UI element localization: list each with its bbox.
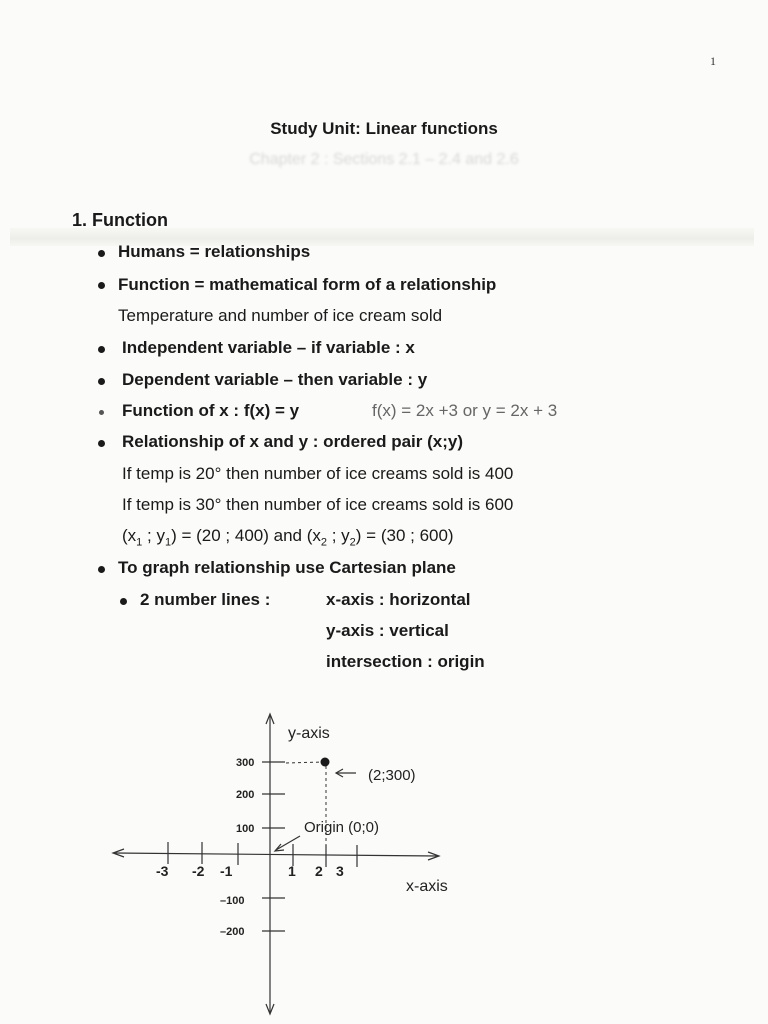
y-axis-label: y-axis — [288, 725, 330, 742]
point-label: (2;300) — [368, 767, 416, 784]
x-axis-arrow-left — [113, 849, 124, 857]
bullet-dot — [98, 440, 105, 447]
page-title: Study Unit: Linear functions — [270, 119, 498, 138]
bullet-number-lines: 2 number lines : — [140, 590, 271, 609]
x-axis-arrow-right — [428, 852, 439, 860]
plotted-point — [321, 758, 330, 767]
x-tick-label: -1 — [220, 863, 233, 879]
origin-arrowhead — [275, 844, 284, 851]
x-tick-label: -2 — [192, 863, 205, 879]
x-axis-label: x-axis — [406, 878, 448, 895]
y-axis-arrow-top — [266, 714, 274, 724]
intersection-description: intersection : origin — [326, 652, 485, 671]
bullet-dot — [99, 410, 104, 415]
guide-horizontal — [286, 762, 323, 763]
bullet-dot — [98, 378, 105, 385]
x-tick-label: -3 — [156, 863, 169, 879]
bullet-humans: Humans = relationships — [118, 242, 311, 261]
bullet-dependent-variable: Dependent variable – then variable : y — [122, 370, 428, 389]
bullet-dot — [98, 250, 105, 257]
function-example: Temperature and number of ice cream sold — [118, 306, 443, 325]
example-line-1: If temp is 20° then number of ice creams sold is 400 — [122, 464, 514, 483]
y-tick-label: 100 — [236, 823, 255, 835]
y-axis-arrow-bottom — [266, 1004, 274, 1014]
bullet-dot — [98, 566, 105, 573]
x-tick-label: 3 — [336, 863, 344, 879]
y-tick-label: –100 — [220, 895, 245, 907]
example-line-2: If temp is 30° then number of ice creams sold is 600 — [122, 495, 514, 514]
bullet-function-of-x: Function of x : f(x) = y — [122, 401, 300, 420]
x-axis-line — [114, 853, 438, 856]
ordered-pairs-line: ($x_1$ ; $y_1) = (20$ ; 400) and ($x_2$ ; $y_2) = (30$ ; 600) — [122, 526, 454, 549]
y-tick-label: 300 — [236, 757, 255, 769]
bullet-relationship: Relationship of x and y : ordered pair (x;y) — [122, 432, 463, 451]
bullet-independent-variable: Independent variable – if variable : x — [122, 338, 415, 357]
point-arrowhead — [336, 769, 343, 777]
y-tick-label: 200 — [236, 789, 255, 801]
bullet-dot — [120, 598, 127, 605]
y-tick-label: –200 — [220, 926, 245, 938]
bullet-dot — [98, 282, 105, 289]
section-heading: 1. Function — [72, 210, 168, 230]
bullet-cartesian-plane: To graph relationship use Cartesian plane — [118, 558, 456, 577]
bullet-dot — [98, 346, 105, 353]
x-tick-label: 1 — [288, 863, 296, 879]
page-subtitle: Chapter 2 : Sections 2.1 – 2.4 and 2.6 — [249, 151, 519, 168]
y-axis-description: y-axis : vertical — [326, 621, 449, 640]
function-formula: f(x) = 2x +3 or y = 2x + 3 — [372, 401, 558, 420]
bullet-function-definition: Function = mathematical form of a relationship — [118, 275, 497, 294]
origin-arrow-line — [276, 836, 300, 850]
origin-label: Origin (0;0) — [304, 819, 380, 836]
x-tick-label: 2 — [315, 863, 323, 879]
page-number: 1 — [710, 54, 716, 68]
x-axis-description: x-axis : horizontal — [326, 590, 471, 609]
